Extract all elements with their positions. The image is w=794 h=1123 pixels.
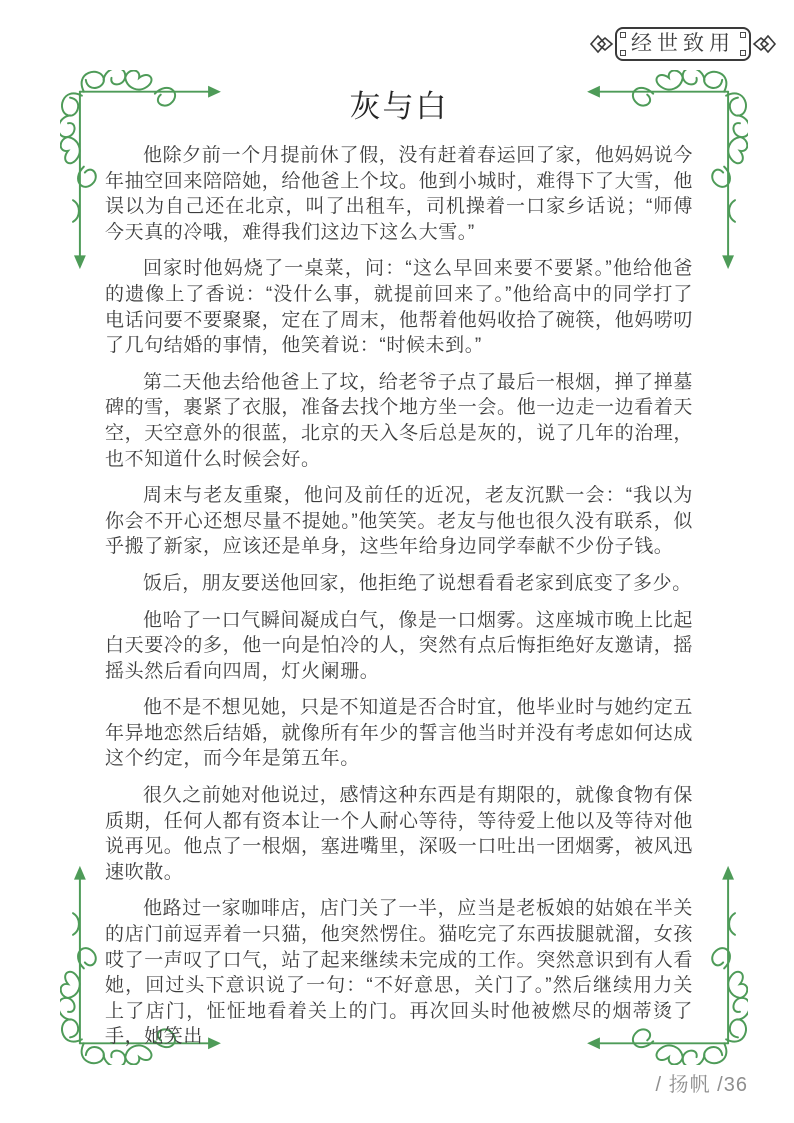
- badge-label: 经世致用: [631, 32, 735, 55]
- footer-page-label: / 扬帆 /36: [655, 1074, 748, 1096]
- article: [105, 88, 693, 1061]
- badge-corner-mark: [740, 50, 746, 56]
- paragraph: 很久之前她对他说过，感情这种东西是有期限的，就像食物有保质期，任何人都有资本让一个人耐心等待，等待爱上他以及等待对他说再见。他点了一根烟，塞进嘴里，深吸一口吐出一团烟雾，被风迅速吹散。: [105, 785, 694, 883]
- badge-frame: [615, 27, 751, 61]
- paragraph: 他除夕前一个月提前休了假，没有赶着春运回了家，他妈妈说今年抽空回来陪陪她，给他爸上个坟。他到小城时，难得下了大雪，他误以为自己还在北京，叫了出租车，司机操着一口家乡话说；“师傅今天真的冷哦，难得我们这边下这么大雪。”: [105, 145, 694, 243]
- badge-chain-right-icon: [752, 29, 778, 59]
- paragraph: 他哈了一口气瞬间凝成白气，像是一口烟雾。这座城市晚上比起白天要冷的多，他一向是怕冷的人，突然有点后悔拒绝好友邀请，摇摇头然后看向四周，灯火阑珊。: [105, 609, 694, 682]
- paragraph: 第二天他去给他爸上了坟，给老爷子点了最后一根烟，掸了掸墓碑的雪，裹紧了衣服，准备去找个地方坐一会。他一边走一边看着天空，天空意外的很蓝，北京的天入冬后总是灰的，说了几年的治理，也不知道什么时候会好。: [105, 371, 694, 470]
- paragraph: 周末与老友重聚，他问及前任的近况，老友沉默一会：“我以为你会不开心还想尽量不提她。”他笑笑。老友与他也很久没有联系，似乎搬了新家，应该还是单身，这些年给身边同学奉献不少份子钱。: [105, 485, 693, 558]
- paragraph: 回家时他妈烧了一桌菜，问：“这么早回来要不要紧。”他给他爸的遗像上了香说：“没什么事，就提前回来了。”他给高中的同学打了电话问要不要聚聚，定在了周末，他帮着他妈收拾了碗筷，他妈唠叨了几句结婚的事情，他笑着说：“时候未到。”: [105, 258, 694, 357]
- badge-corner-mark: [740, 32, 746, 38]
- header-badge: [588, 27, 778, 61]
- paragraph: 他不是不想见她，只是不知道是否合时宜，他毕业时与她约定五年异地恋然后结婚，就像所有年少的誓言他当时并没有考虑如何达成这个约定，而今年是第五年。: [105, 697, 694, 770]
- paragraph: 饭后，朋友要送他回家，他拒绝了说想看看老家到底变了多少。: [143, 572, 692, 594]
- page-title: 灰与白: [349, 89, 449, 124]
- badge-corner-mark: [620, 32, 626, 38]
- badge-corner-mark: [620, 50, 626, 56]
- paragraph: 他路过一家咖啡店，店门关了一半，应当是老板娘的姑娘在半关的店门前逗弄着一只猫，他突然愣住。猫吃完了东西拔腿就溜，女孩哎了一声叹了口气，站了起来继续未完成的工作。突然意识到有人看她，回过头下意识说了一句：“不好意思，关门了。”然后继续用力关上了店门，怔怔地看着关上的门。再次回头时他被燃尽的烟蒂烫了手，她笑出: [105, 898, 694, 1048]
- badge-chain-left-icon: [588, 29, 614, 59]
